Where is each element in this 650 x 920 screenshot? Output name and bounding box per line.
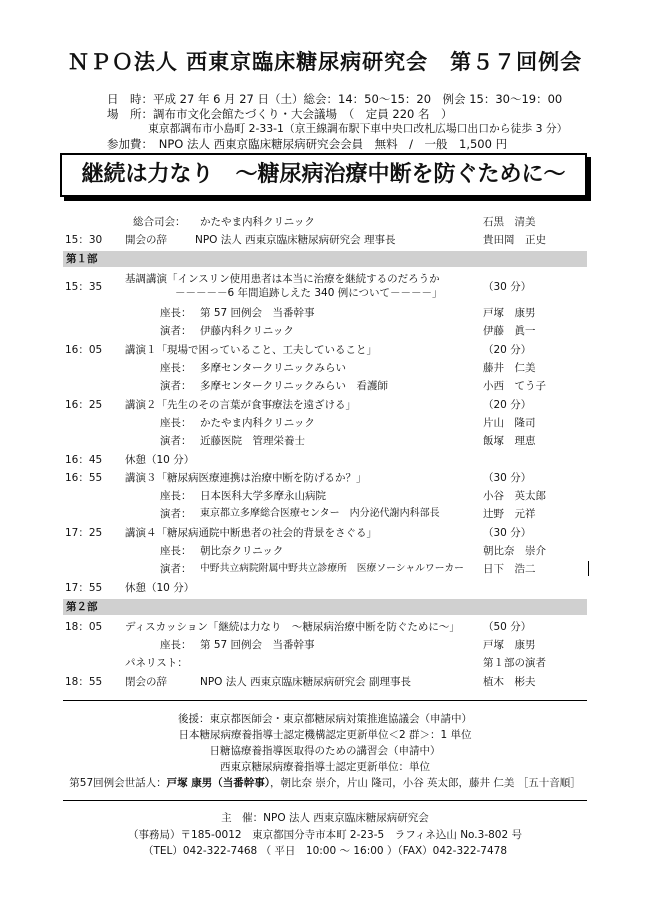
divider-line	[63, 800, 587, 801]
text-cursor	[588, 561, 589, 576]
host-line: 主 催：NPO 法人 西東京臨床糖尿病研究会	[221, 812, 429, 824]
talk4-title: 講演４「糖尿病通院中断患者の社会的背景をさぐる」	[125, 527, 377, 539]
event-place: 場 所：調布市文化会館たづくり・大会議場 （ 定員 220 名 ）	[107, 107, 453, 121]
time: 17：25	[65, 527, 103, 539]
speaker-org: 近藤医院 管理栄養士	[200, 435, 305, 447]
talk4-chair-row	[65, 542, 585, 560]
time: 15：35	[65, 281, 103, 293]
chair-role: 座長：	[160, 362, 192, 374]
speaker-role: 演者：	[160, 435, 192, 447]
speaker-name: 伊藤 眞一	[483, 325, 536, 337]
duration: （50 分）	[483, 621, 532, 633]
event-fee: 参加費： NPO 法人 西東京臨床糖尿病研究会会員 無料 / 一般 1,500 円	[107, 137, 508, 151]
chair-role: 総合司会：	[133, 216, 186, 228]
duration: （20 分）	[483, 399, 532, 411]
panel-name: 第１部の演者	[483, 657, 546, 669]
time: 15：30	[65, 234, 103, 246]
talk4-speaker-row	[65, 560, 585, 578]
talk2-title: 講演２「先生のその言葉が食事療法を遠ざける」	[125, 399, 356, 411]
speaker-name: 日下 浩二	[483, 563, 536, 575]
panelist-row	[65, 654, 585, 672]
chair-org: 多摩センタークリニックみらい	[200, 362, 346, 374]
speaker-name: 飯塚 理恵	[483, 435, 536, 447]
time: 16：55	[65, 472, 103, 484]
staff-line	[0, 775, 650, 790]
credit-line-3: 西東京糖尿病療養指導士認定更新単位：単位	[220, 761, 430, 773]
duration: （20 分）	[483, 344, 532, 356]
theme-banner: 継続は力なり ～糖尿病治療中断を防ぐために～	[60, 153, 587, 197]
speaker-org: 伊藤内科クリニック	[200, 325, 294, 337]
speaker-org: 中野共立病院附属中野共立診療所 医療ソーシャルワーカー	[200, 563, 464, 574]
chair-name: 藤井 仁美	[483, 362, 536, 374]
talk1-speaker-row	[65, 377, 585, 395]
speaker-name: 辻野 元祥	[483, 508, 536, 520]
talk1-row	[65, 341, 585, 359]
discussion-chair-row	[65, 636, 585, 654]
time: 18：05	[65, 621, 103, 633]
opening-row	[65, 231, 585, 249]
break1-row	[65, 451, 585, 469]
talk4-row	[65, 524, 585, 542]
talk3-speaker-row	[65, 505, 585, 523]
keynote-title: 基調講演「インスリン使用患者は本当に治療を継続するのだろうか	[125, 273, 440, 285]
panel-role: パネリスト：	[125, 657, 188, 669]
time: 17：55	[65, 582, 103, 594]
chair-role: 座長：	[160, 490, 192, 502]
chair-role: 座長：	[160, 639, 192, 651]
chair-role: 座長：	[160, 545, 192, 557]
time: 16：05	[65, 344, 103, 356]
chair-name: 朝比奈 崇介	[483, 545, 546, 557]
opening-org: NPO 法人 西東京臨床糖尿病研究会 理事長	[195, 234, 396, 246]
chair-org: かたやま内科クリニック	[200, 216, 315, 228]
staff-lead: 戸塚 康男（当番幹事）	[166, 777, 271, 789]
chair-org: かたやま内科クリニック	[200, 417, 315, 429]
keynote-speaker-row	[65, 322, 585, 340]
opening-label: 開会の辞	[125, 234, 167, 246]
part2-label: 第２部	[66, 601, 98, 613]
talk3-title: 講演３「糖尿病医療連携は治療中断を防げるか？」	[125, 472, 367, 484]
keynote-chair-row	[65, 304, 585, 322]
speaker-name: 小西 てう子	[483, 380, 546, 392]
speaker-org: 多摩センタークリニックみらい 看護師	[200, 380, 388, 392]
time: 16：25	[65, 399, 103, 411]
staff-prefix: 第57回例会世話人：	[69, 777, 167, 789]
break2-row	[65, 579, 585, 597]
break-label: 休憩（10 分）	[125, 454, 195, 466]
closing-name: 植木 彬夫	[483, 676, 536, 688]
speaker-role: 演者：	[160, 508, 192, 520]
part1-band	[63, 251, 587, 267]
part2-band	[63, 599, 587, 615]
discussion-title: ディスカッション「継続は力なり ～糖尿病治療中断を防ぐために～」	[125, 621, 460, 633]
closing-org: NPO 法人 西東京臨床糖尿病研究会 副理事長	[200, 676, 411, 688]
duration: （30 分）	[483, 281, 532, 293]
page-title: ＮＰＯ法人 西東京臨床糖尿病研究会 第５７回例会	[67, 50, 583, 74]
discussion-row	[65, 618, 585, 636]
duration: （30 分）	[483, 527, 532, 539]
chair-org: 朝比奈クリニック	[200, 545, 284, 557]
chair-name: 片山 隆司	[483, 417, 536, 429]
part1-label: 第１部	[66, 253, 98, 265]
talk2-chair-row	[65, 414, 585, 432]
credit-line-1: 日本糖尿病療養指導士認定機構認定更新単位＜2 群＞：1 単位	[178, 729, 472, 741]
talk1-title: 講演１「現場で困っていること、工夫していること」	[125, 344, 377, 356]
talk1-chair-row	[65, 359, 585, 377]
time: 18：55	[65, 676, 103, 688]
divider-line	[63, 700, 587, 701]
keynote-subtitle: －－－－－6 年間追跡しえた 340 例について－－－－」	[175, 287, 443, 299]
talk2-row	[65, 396, 585, 414]
talk3-chair-row	[65, 487, 585, 505]
time: 16：45	[65, 454, 103, 466]
break-label: 休憩（10 分）	[125, 582, 195, 594]
duration: （30 分）	[483, 472, 532, 484]
speaker-org: 東京都立多摩総合医療センター 内分泌代謝内科部長	[200, 508, 440, 519]
credit-line-2: 日糖協療養指導医取得のための講習会（申請中）	[209, 745, 441, 757]
opening-name: 貴田岡 正史	[483, 234, 546, 246]
chair-role: 座長：	[160, 307, 192, 319]
general-chair-row	[65, 213, 585, 231]
event-address: 東京都調布市小島町 2-33-1（京王線調布駅下車中央口改札広場口出口から徒歩 3 分）	[148, 122, 568, 135]
talk2-speaker-row	[65, 432, 585, 450]
chair-org: 第 57 回例会 当番幹事	[200, 307, 315, 319]
chair-name: 小谷 英太郎	[483, 490, 546, 502]
chair-name: 石黒 清美	[483, 216, 536, 228]
speaker-role: 演者：	[160, 563, 192, 575]
chair-org: 第 57 回例会 当番幹事	[200, 639, 315, 651]
chair-name: 戸塚 康男	[483, 307, 536, 319]
contact-line: （TEL）042-322-7468 （ 平日 10:00 ～ 16:00 ）（FAX）042-322-7478	[142, 845, 508, 857]
closing-label: 閉会の辞	[125, 676, 167, 688]
speaker-role: 演者：	[160, 325, 192, 337]
speaker-role: 演者：	[160, 380, 192, 392]
chair-role: 座長：	[160, 417, 192, 429]
keynote-row	[65, 281, 585, 302]
office-line: （事務局）〒185-0012 東京都国分寺市本町 2-23-5 ラフィネ込山 No.3-802 号	[128, 829, 522, 841]
closing-row	[65, 673, 585, 691]
chair-name: 戸塚 康男	[483, 639, 536, 651]
staff-rest: ，朝比奈 崇介，片山 隆司，小谷 英太郎，藤井 仁美 ［五十音順］	[270, 777, 581, 789]
chair-org: 日本医科大学多摩永山病院	[200, 490, 326, 502]
talk3-row	[65, 469, 585, 487]
sponsor-line: 後援：東京都医師会・東京都糖尿病対策推進協議会（申請中）	[178, 713, 472, 725]
event-date: 日 時：平成 27 年 6 月 27 日（土）総会：14：50～15：20 例会 15：30～19：00	[107, 92, 563, 106]
